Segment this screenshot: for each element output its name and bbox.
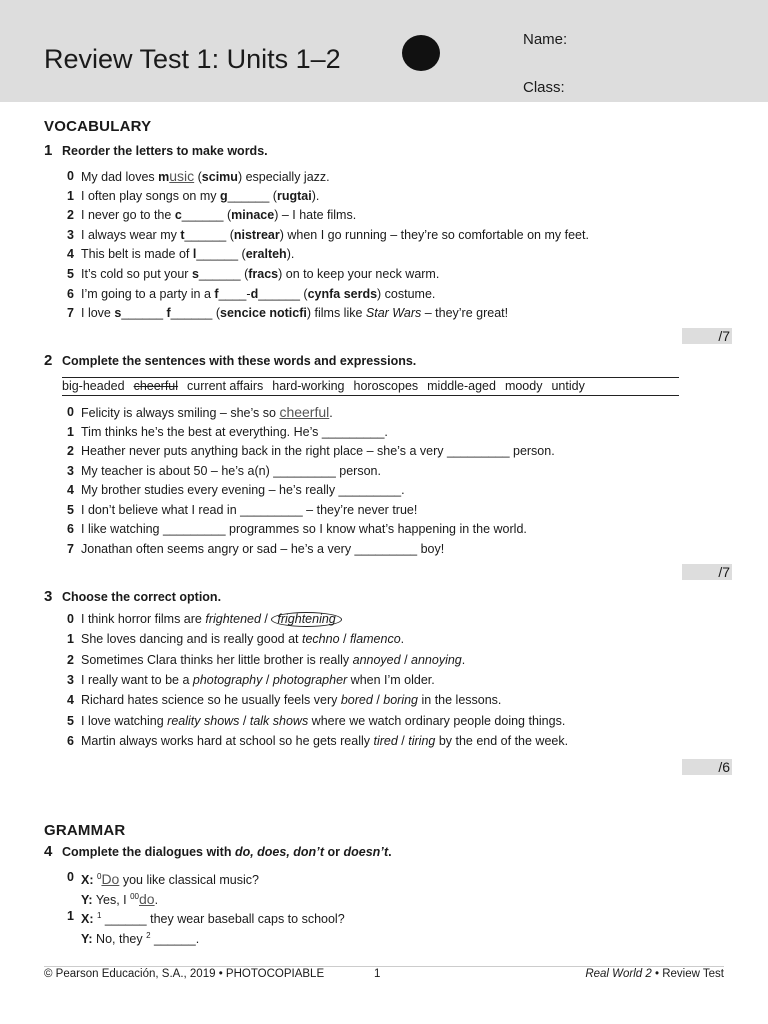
score-box bbox=[682, 328, 732, 344]
word-box-item: current affairs bbox=[187, 379, 264, 393]
word-box bbox=[62, 377, 679, 396]
item-text: This belt is made of l______ (eralteh). bbox=[81, 247, 295, 262]
word-box-item: hard-working bbox=[272, 379, 345, 393]
dialogue-text: X: $^0$Do you like classical music? bbox=[81, 871, 259, 888]
footer-page-number: 1 bbox=[374, 968, 381, 980]
word-box-item: untidy bbox=[551, 379, 585, 393]
question-instruction: Complete the sentences with these words and expressions. bbox=[62, 354, 417, 368]
item-text: Tim thinks he’s the best at everything. He’s _________. bbox=[81, 424, 388, 439]
item-text: My dad loves music (scimu) especially jazz. bbox=[81, 168, 330, 184]
item-text: Richard hates science so he usually feels very bored / boring in the lessons. bbox=[81, 693, 502, 708]
item-number: 6 bbox=[67, 522, 74, 536]
item-number: 6 bbox=[67, 733, 74, 748]
item-text: I think horror films are frightened / frightening bbox=[81, 611, 342, 627]
score-label: /6 bbox=[718, 759, 730, 775]
item-number: 3 bbox=[67, 463, 74, 478]
word-box-item: cheerful bbox=[133, 379, 179, 393]
item-number: 4 bbox=[67, 693, 74, 708]
word-box-item: big-headed bbox=[62, 379, 125, 393]
item-text: I’m going to a party in a f____-d______ (cynfa serds) costume. bbox=[81, 286, 436, 301]
footer-copyright: © Pearson Educación, S.A., 2019 • PHOTOCOPIABLE bbox=[44, 968, 325, 980]
item-text: Sometimes Clara thinks her little brother is really annoyed / annoying. bbox=[81, 652, 466, 667]
score-box bbox=[682, 759, 732, 775]
item-text: I love watching reality shows / talk shows where we watch ordinary people doing things. bbox=[81, 713, 566, 728]
item-text: I like watching _________ programmes so I know what’s happening in the world. bbox=[81, 522, 527, 536]
class-label: Class: bbox=[523, 79, 565, 96]
score-label: /7 bbox=[718, 328, 730, 344]
item-number: 5 bbox=[67, 502, 74, 517]
item-text: I love s______ f______ (sencice noticfi) films like Star Wars – they’re great! bbox=[81, 306, 509, 321]
item-number: 0 bbox=[67, 169, 74, 183]
item-number: 7 bbox=[67, 306, 74, 321]
item-number: 0 bbox=[67, 405, 74, 419]
item-number: 0 bbox=[67, 870, 74, 884]
page-title: Review Test 1: Units 1–2 bbox=[44, 44, 341, 74]
item-text: Felicity is always smiling – she’s so cheerful. bbox=[81, 404, 333, 420]
word-box-item: horoscopes bbox=[353, 379, 419, 393]
item-number: 4 bbox=[67, 247, 74, 262]
word-box-item: middle-aged bbox=[427, 379, 496, 393]
item-number: 1 bbox=[67, 909, 74, 923]
circle-icon bbox=[402, 35, 440, 71]
item-text: I never go to the c______ (minace) – I hate films. bbox=[81, 208, 357, 223]
question-instruction: Complete the dialogues with do, does, don’t or doesn’t. bbox=[62, 845, 392, 859]
item-text: She loves dancing and is really good at techno / flamenco. bbox=[81, 632, 405, 647]
item-text: I don’t believe what I read in _________ – they’re never true! bbox=[81, 502, 418, 517]
item-number: 1 bbox=[67, 632, 74, 647]
item-text: I really want to be a photography / photographer when I’m older. bbox=[81, 672, 435, 687]
score-box bbox=[682, 564, 732, 580]
item-number: 0 bbox=[67, 612, 74, 626]
item-text: Martin always works hard at school so he gets really tired / tiring by the end of the week. bbox=[81, 733, 569, 748]
word-box-item: moody bbox=[504, 379, 543, 393]
section-heading-vocabulary: VOCABULARY bbox=[44, 118, 152, 135]
question-instruction: Choose the correct option. bbox=[62, 590, 222, 604]
section-heading-grammar: GRAMMAR bbox=[44, 822, 126, 839]
question-number: 4 bbox=[44, 843, 53, 860]
item-text: Jonathan often seems angry or sad – he’s a very _________ boy! bbox=[81, 541, 445, 556]
score-label: /7 bbox=[718, 564, 730, 580]
dialogue-text: Y: Yes, I $^{00}$do. bbox=[81, 890, 159, 907]
question-number: 2 bbox=[44, 352, 53, 369]
question-number: 3 bbox=[44, 588, 53, 605]
item-text: It’s cold so put your s______ (fracs) on to keep your neck warm. bbox=[81, 267, 440, 281]
item-text: I always wear my t______ (nistrear) when I go running – they’re so comfortable on my feet. bbox=[81, 227, 589, 242]
name-label: Name: bbox=[523, 31, 568, 48]
item-number: 2 bbox=[67, 652, 74, 667]
item-number: 3 bbox=[67, 672, 74, 687]
item-number: 3 bbox=[67, 227, 74, 242]
item-number: 7 bbox=[67, 541, 74, 556]
dialogue-text: X: $^1$ ______ they wear baseball caps to school? bbox=[81, 911, 345, 927]
dialogue-text: Y: No, they $^2$ ______. bbox=[81, 930, 200, 946]
item-number: 2 bbox=[67, 208, 74, 223]
item-text: My teacher is about 50 – he’s a(n) _________ person. bbox=[81, 463, 381, 478]
footer-book-title: Real World 2 bbox=[585, 968, 652, 980]
item-number: 2 bbox=[67, 444, 74, 458]
question-instruction: Reorder the letters to make words. bbox=[62, 144, 268, 158]
question-number: 1 bbox=[44, 142, 53, 159]
footer-section: • Review Test bbox=[651, 968, 724, 980]
item-text: I often play songs on my g______ (rugtai). bbox=[81, 188, 320, 203]
item-text: Heather never puts anything back in the right place – she’s a very _________ person. bbox=[81, 444, 555, 458]
item-number: 1 bbox=[67, 188, 74, 203]
item-number: 5 bbox=[67, 713, 74, 728]
item-number: 5 bbox=[67, 267, 74, 281]
item-number: 1 bbox=[67, 424, 74, 439]
footer-divider bbox=[44, 966, 724, 967]
footer-book bbox=[585, 968, 724, 980]
item-number: 6 bbox=[67, 286, 74, 301]
item-number: 4 bbox=[67, 483, 74, 497]
item-text: My brother studies every evening – he’s really _________. bbox=[81, 483, 405, 497]
